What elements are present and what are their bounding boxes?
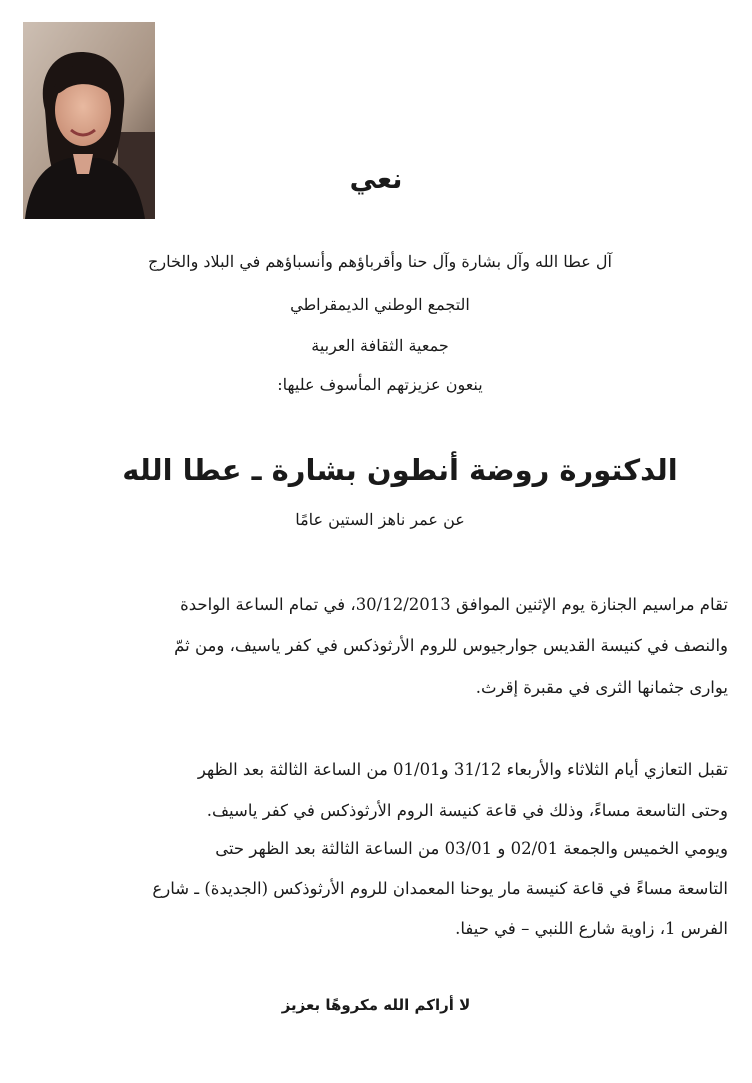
condolence-line: تقبل التعازي أيام الثلاثاء والأربعاء 31/12 و01/01 من الساعة الثالثة بعد الظهر: [197, 760, 728, 779]
organization-society: جمعية الثقافة العربية: [311, 336, 449, 355]
announcement-line: ينعون عزيزتهم المأسوف عليها:: [277, 375, 483, 394]
funeral-line: والنصف في كنيسة القديس جوارجيوس للروم الأرثوذكس في كفر ياسيف، ومن ثمّ: [174, 636, 728, 655]
condolence-line: التاسعة مساءً في قاعة كنيسة مار يوحنا المعمدان للروم الأرثوذكس (الجديدة) ـ شارع: [152, 879, 728, 898]
page-title: نعي: [349, 164, 403, 195]
age-line: عن عمر ناهز الستين عامًا: [295, 510, 465, 529]
organization-party: التجمع الوطني الديمقراطي: [290, 295, 470, 314]
closing-phrase: لا أراكم الله مكروهًا بعزيز: [281, 996, 471, 1014]
condolence-line: وحتى التاسعة مساءً، وذلك في قاعة كنيسة الروم الأرثوذكس في كفر ياسيف.: [206, 801, 728, 820]
deceased-name: الدكتورة روضة أنطون بشارة ـ عطا الله: [122, 453, 678, 487]
mourning-families: آل عطا الله وآل بشارة وآل حنا وأقرباؤهم وأنسباؤهم في البلاد والخارج: [148, 252, 612, 271]
condolence-line: الفرس 1، زاوية شارع اللنبي – في حيفا.: [455, 919, 728, 938]
funeral-line: تقام مراسيم الجنازة يوم الإثنين الموافق 30/12/2013، في تمام الساعة الواحدة: [180, 595, 728, 614]
funeral-line: يوارى جثمانها الثرى في مقبرة إقرث.: [475, 678, 728, 697]
condolence-line: ويومي الخميس والجمعة 02/01 و 03/01 من الساعة الثالثة بعد الظهر حتى: [215, 839, 728, 858]
